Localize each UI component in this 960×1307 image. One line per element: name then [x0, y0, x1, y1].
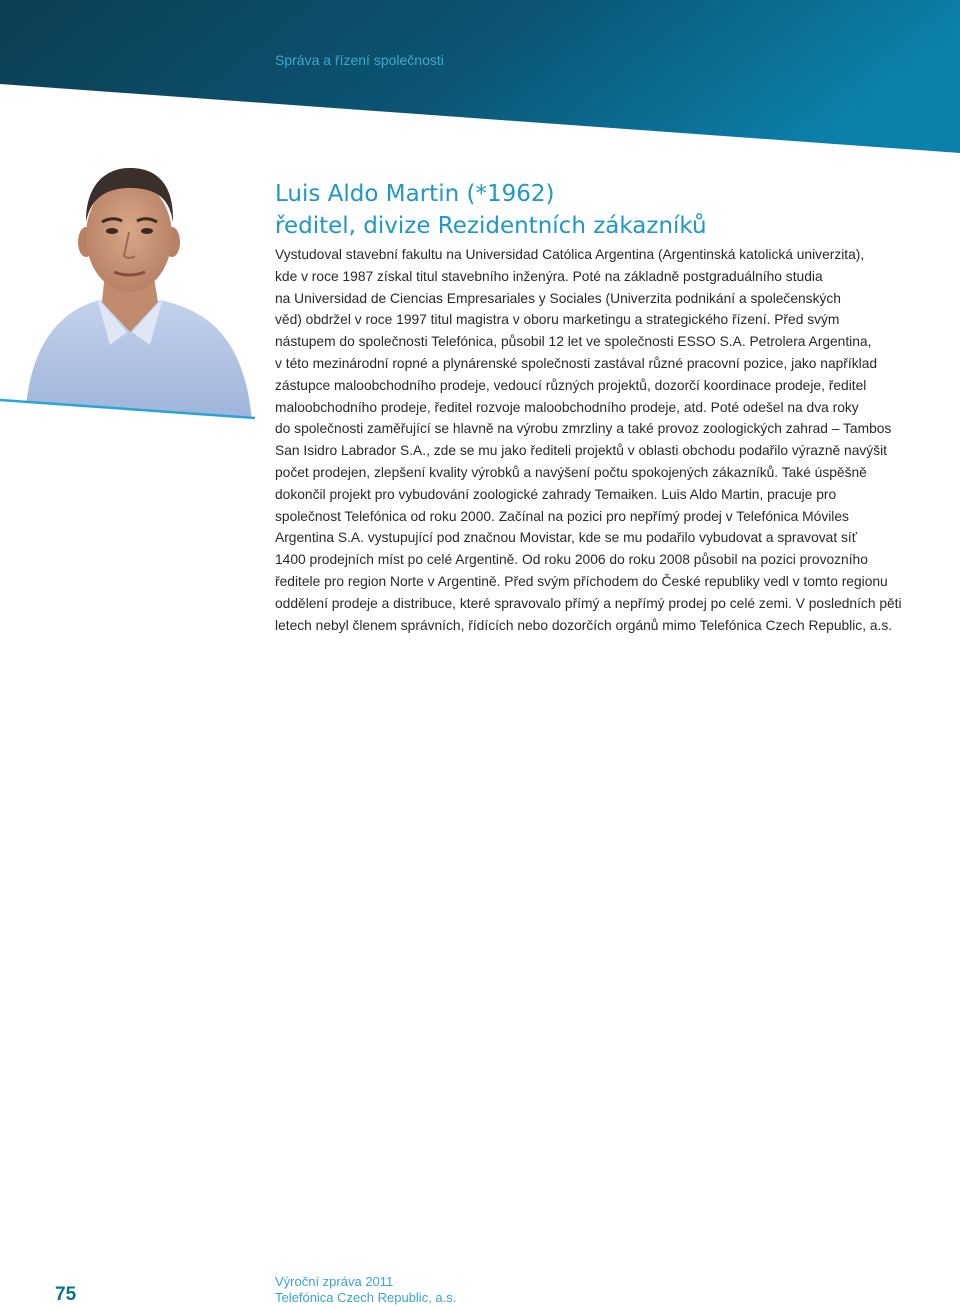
report-title: Výroční zpráva 2011: [275, 1274, 394, 1289]
bio-line: oddělení prodeje a distribuce, které spravovalo přímý a nepřímý prodej po celé zemi. V posledních pěti: [275, 595, 902, 611]
bio-line: ředitele pro region Norte v Argentině. Před svým příchodem do České republiky vedl v tomto regionu: [275, 573, 888, 589]
bio-line: maloobchodního prodeje, ředitel rozvoje maloobchodního prodeje, atd. Poté odešel na dva roky: [275, 399, 859, 415]
header-band: [0, 0, 960, 160]
biography-text: [275, 244, 915, 636]
bio-line: do společnosti zaměřující se hlavně na výrobu zmrzliny a také provoz zoologických zahrad – Tambos: [275, 421, 892, 437]
profile-block: [275, 178, 915, 636]
bio-line: zástupce maloobchodního prodeje, vedoucí různých projektů, dozorčí koordinace prodeje, ředitel: [275, 377, 867, 393]
bio-line: na Universidad de Ciencias Empresariales y Sociales (Univerzita podnikání a společenských: [275, 290, 841, 306]
page-number: 75: [55, 1284, 77, 1305]
bio-line: nástupem do společnosti Telefónica, působil 12 let ve společnosti ESSO S.A. Petrolera Argentina,: [275, 334, 872, 350]
bio-line: letech nebyl členem správních, řídících nebo dozorčích orgánů mimo Telefónica Czech Republic, a.s.: [275, 617, 893, 633]
bio-line: v této mezinárodní ropné a plynárenské společnosti zastával různé pracovní pozice, jako například: [275, 355, 878, 371]
person-name: Luis Aldo Martin (*1962): [275, 181, 555, 207]
bio-line: dokončil projekt pro vybudování zoologické zahrady Temaiken. Luis Aldo Martin, pracuje pro: [275, 486, 837, 502]
bio-line: Vystudoval stavební fakultu na Universidad Católica Argentina (Argentinská katolická univerzita),: [275, 247, 865, 262]
footer: [275, 1274, 456, 1306]
bio-line: kde v roce 1987 získal titul stavebního inženýra. Poté na základně postgraduálního studia: [275, 268, 823, 284]
bio-line: počet prodejen, zlepšení kvality výrobků a navýšení počtu spokojených zákazníků. Také úspěšně: [275, 464, 867, 480]
section-title: Správa a řízení společnosti: [275, 52, 444, 68]
bio-line: společnost Telefónica od roku 2000. Začínal na pozici pro nepřímý prodej v Telefónica Móviles: [275, 508, 849, 524]
person-role: ředitel, divize Rezidentních zákazníků: [275, 213, 707, 239]
bio-line: 1400 prodejních míst po celé Argentině. Od roku 2006 do roku 2008 působil na pozici provozního: [275, 552, 868, 568]
bio-line: San Isidro Labrador S.A., zde se mu jako řediteli projektů v oblasti obchodu podařilo výrazně navýšit: [275, 443, 887, 459]
bio-line: Argentina S.A. vystupující pod značnou Movistar, kde se mu podařilo vybudovat a spravovat síť: [275, 530, 857, 546]
company-name: Telefónica Czech Republic, a.s.: [275, 1290, 457, 1305]
bio-line: věd) obdržel v roce 1997 titul magistra v oboru marketingu a strategického řízení. Před svým: [275, 312, 840, 328]
portrait-photo: [0, 160, 255, 422]
